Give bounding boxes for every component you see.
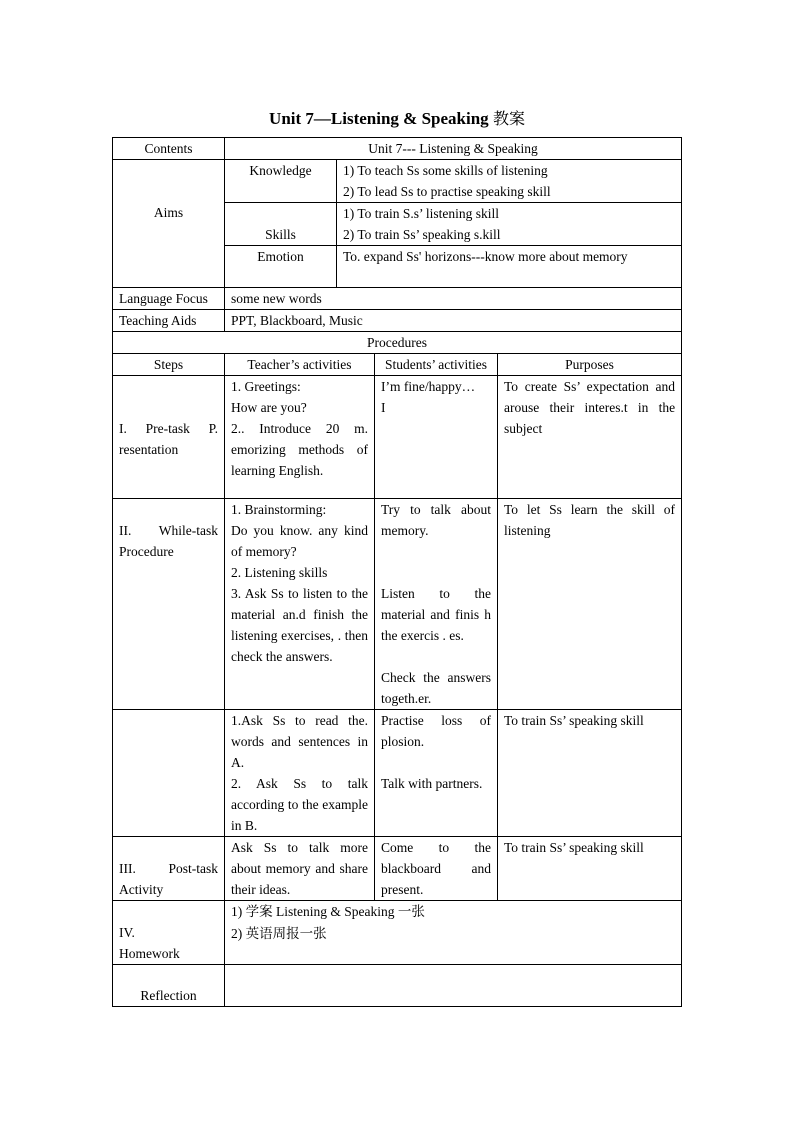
emotion-content: To. expand Ss' horizons---know more about memory — [337, 246, 682, 288]
purpose-cell: To train Ss’ speaking skill — [498, 710, 682, 837]
step-cell: II. While-task Procedure — [113, 499, 225, 710]
students-line: I — [381, 400, 386, 415]
teacher-line: 1. Brainstorming: — [231, 502, 327, 517]
purpose-cell: To let Ss learn the skill of listening — [498, 499, 682, 710]
column-header-teacher: Teacher’s activities — [225, 354, 375, 376]
students-line: Talk with partners. — [381, 776, 483, 791]
students-line: Come to the blackboard and present. — [381, 840, 491, 897]
teacher-line: How are you? — [231, 400, 307, 415]
contents-label: Contents — [113, 138, 225, 160]
table-row — [113, 710, 682, 837]
teaching-aids-value: PPT, Blackboard, Music — [225, 310, 682, 332]
title-cn: 教案 — [492, 109, 525, 128]
column-header-students: Students’ activities — [375, 354, 498, 376]
teacher-cell — [225, 837, 375, 901]
step-cell — [113, 710, 225, 837]
reflection-content — [225, 965, 682, 1007]
homework-label — [113, 901, 225, 965]
teacher-line: 2. Listening skills — [231, 565, 328, 580]
homework-label-line: Homework — [119, 946, 180, 961]
homework-item — [231, 923, 675, 945]
table-row — [113, 376, 682, 499]
students-line: I’m fine/happy… — [381, 379, 476, 394]
reflection-label: Reflection — [113, 965, 225, 1007]
procedures-label: Procedures — [113, 332, 682, 354]
homework-row — [113, 901, 682, 965]
students-line: Practise loss of plosion. — [381, 713, 491, 749]
knowledge-line: 2) To lead Ss to practise speaking skill — [343, 184, 551, 199]
teaching-aids-row — [113, 310, 682, 332]
reflection-row — [113, 965, 682, 1007]
teacher-line: 1.Ask Ss to read the. words and sentences in A. — [231, 713, 368, 770]
teaching-aids-label: Teaching Aids — [113, 310, 225, 332]
column-header-row — [113, 354, 682, 376]
students-line — [381, 541, 491, 583]
homework-item — [231, 901, 675, 923]
skills-label: Skills — [225, 203, 337, 246]
homework-item-num: 2) — [231, 926, 243, 941]
students-cell — [375, 499, 498, 710]
homework-label-line: IV. — [119, 925, 135, 940]
column-header-purposes: Purposes — [498, 354, 682, 376]
skills-line: 1) To train S.s’ listening skill — [343, 206, 500, 221]
teacher-line: Do you know. any kind of memory? — [231, 523, 368, 559]
step-cell: III. Post-task Activity — [113, 837, 225, 901]
contents-value: Unit 7--- Listening & Speaking — [225, 138, 682, 160]
teacher-cell — [225, 376, 375, 499]
homework-item-cn: 学案 — [245, 904, 273, 920]
step-cell: I. Pre-task P. resentation — [113, 376, 225, 499]
homework-item-cn2: 一张 — [397, 904, 425, 920]
purpose-cell: To create Ss’ expectation and arouse their interes.t in the subject — [498, 376, 682, 499]
homework-item-cn: 英语周报一张 — [245, 926, 327, 942]
students-line: Try to talk about memory. — [381, 502, 491, 538]
teacher-line: 3. Ask Ss to listen to the material an.d finish the listening exercises, . then check the answers. — [231, 586, 368, 664]
teacher-line: 2. Ask Ss to talk according to the example in B. — [231, 776, 368, 833]
knowledge-content — [337, 160, 682, 203]
procedures-row — [113, 332, 682, 354]
teacher-line: Ask Ss to talk more about memory and share their ideas. — [231, 840, 368, 897]
table-row — [113, 499, 682, 710]
students-line: Check the answers togeth.er. — [381, 670, 491, 706]
knowledge-line: 1) To teach Ss some skills of listening — [343, 163, 548, 178]
teacher-line: 2.. Introduce 20 m. emorizing methods of learning English. — [231, 421, 368, 478]
emotion-label: Emotion — [225, 246, 337, 288]
aims-label: Aims — [113, 160, 225, 288]
students-line: Listen to the material and finis h the exercis . es. — [381, 586, 491, 643]
knowledge-label: Knowledge — [225, 160, 337, 203]
teacher-line: 1. Greetings: — [231, 379, 301, 394]
homework-content — [225, 901, 682, 965]
language-focus-label: Language Focus — [113, 288, 225, 310]
lesson-plan-table — [112, 137, 682, 1007]
table-row — [113, 837, 682, 901]
students-cell — [375, 376, 498, 499]
contents-row — [113, 138, 682, 160]
aims-knowledge-row — [113, 160, 682, 203]
title-main: Unit 7—Listening & Speaking — [269, 109, 489, 128]
students-cell — [375, 710, 498, 837]
document-title — [0, 106, 794, 129]
language-focus-value: some new words — [225, 288, 682, 310]
students-cell — [375, 837, 498, 901]
purpose-cell: To train Ss’ speaking skill — [498, 837, 682, 901]
skills-line: 2) To train Ss’ speaking s.kill — [343, 227, 501, 242]
homework-item-num: 1) — [231, 904, 243, 919]
column-header-steps: Steps — [113, 354, 225, 376]
skills-content — [337, 203, 682, 246]
teacher-cell — [225, 499, 375, 710]
teacher-cell — [225, 710, 375, 837]
language-focus-row — [113, 288, 682, 310]
homework-item-text: Listening & Speaking — [272, 904, 398, 919]
